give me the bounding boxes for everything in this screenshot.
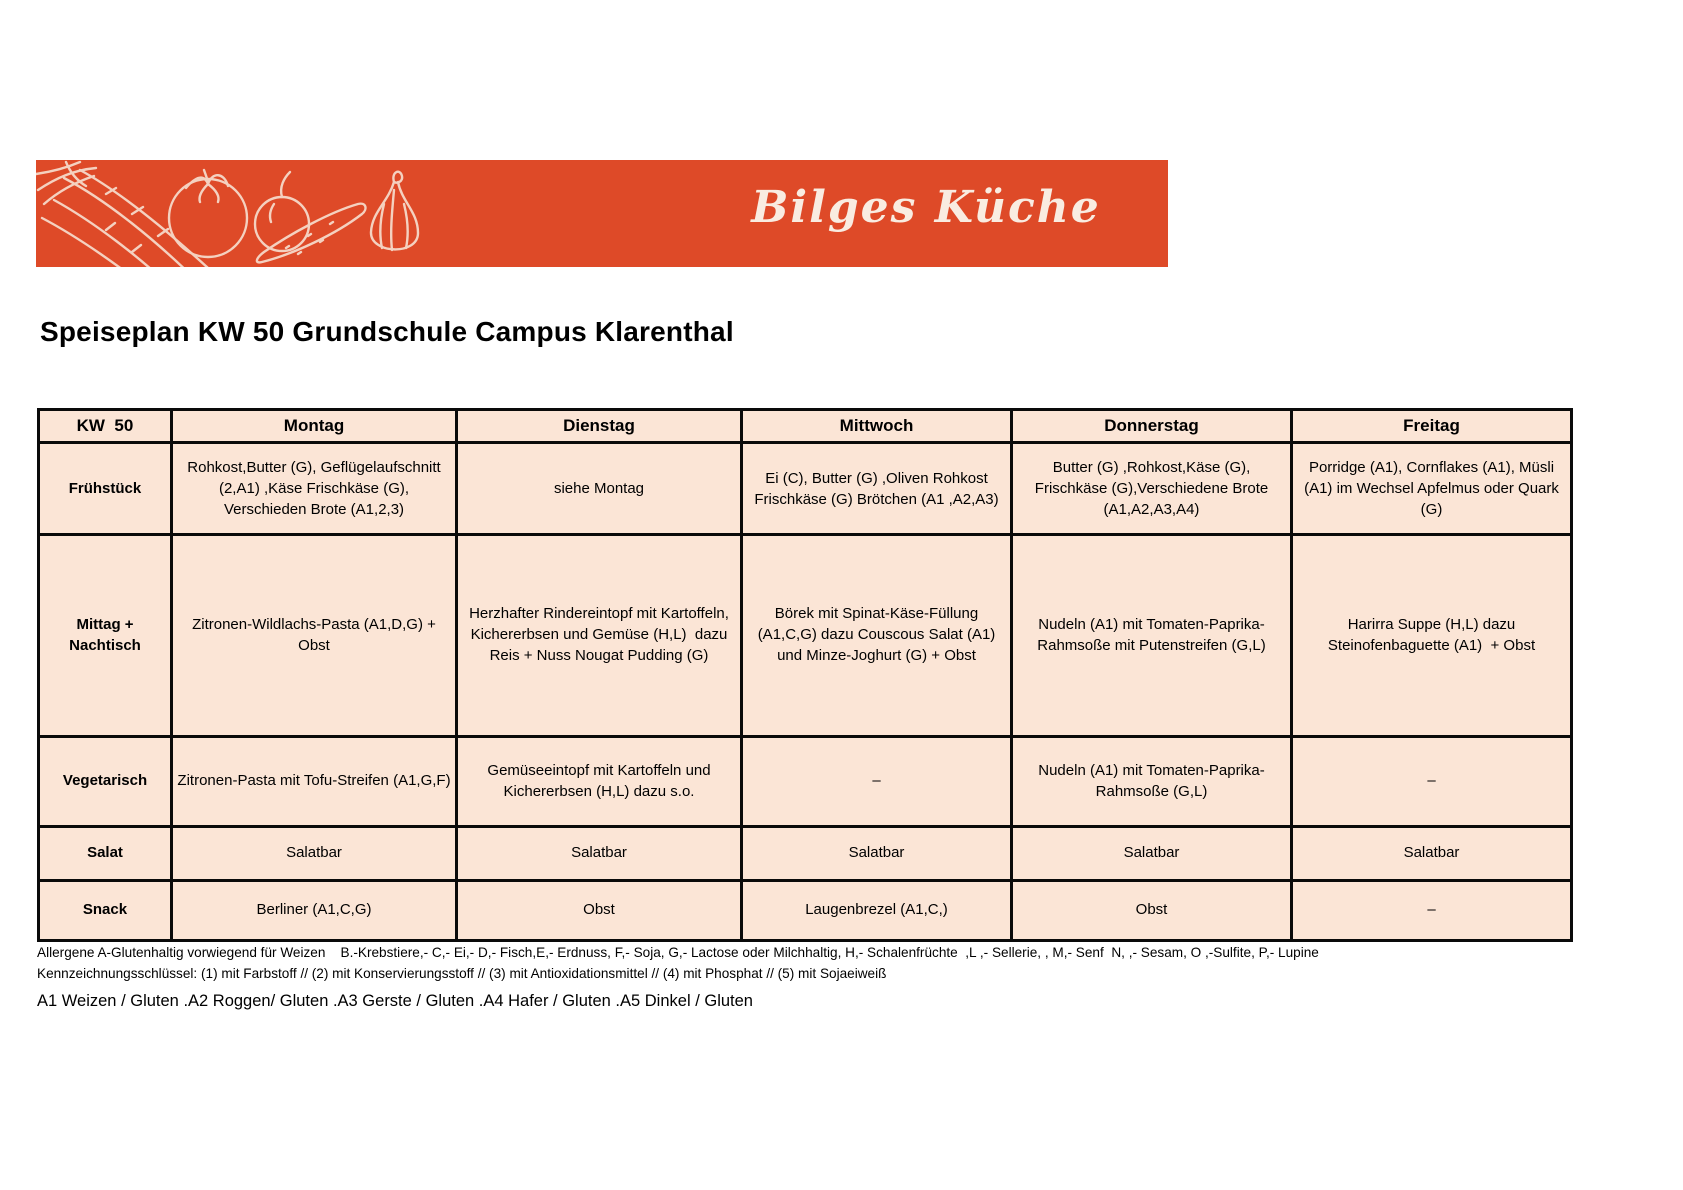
menu-cell: Butter (G) ,Rohkost,Käse (G), Frischkäse (G),Verschiedene Brote (A1,A2,A3,A4) xyxy=(1012,443,1292,535)
menu-cell: Harirra Suppe (H,L) dazu Steinofenbaguette (A1) + Obst xyxy=(1292,535,1572,737)
row-label-vegetarisch: Vegetarisch xyxy=(39,737,172,827)
col-header-freitag: Freitag xyxy=(1292,410,1572,443)
menu-cell: Zitronen-Wildlachs-Pasta (A1,D,G) + Obst xyxy=(172,535,457,737)
menu-cell: Salatbar xyxy=(1292,827,1572,881)
table-row-fruehstueck xyxy=(39,443,1572,535)
footnotes xyxy=(37,942,1637,1011)
menu-cell: Ei (C), Butter (G) ,Oliven Rohkost Frischkäse (G) Brötchen (A1 ,A2,A3) xyxy=(742,443,1012,535)
menu-cell: siehe Montag xyxy=(457,443,742,535)
allergen-legend: Allergene A-Glutenhaltig vorwiegend für Weizen B.-Krebstiere,- C,- Ei,- D,- Fisch,E,- Erdnuss, F,- Soja, G,- Lactose oder Milchhaltig, H,- Schalenfrüchte ,L ,- Sellerie, , M,- Senf N, ,- Sesam, O ,-Sulfite, P,- Lupine xyxy=(37,945,1319,960)
menu-cell: Salatbar xyxy=(1012,827,1292,881)
menu-cell: Laugenbrezel (A1,C,) xyxy=(742,881,1012,941)
gluten-codes: A1 Weizen / Gluten .A2 Roggen/ Gluten .A3 Gerste / Gluten .A4 Hafer / Gluten .A5 Dinkel / Gluten xyxy=(37,992,753,1011)
menu-cell: Nudeln (A1) mit Tomaten-Paprika-Rahmsoße (G,L) xyxy=(1012,737,1292,827)
menu-cell: Salatbar xyxy=(457,827,742,881)
menu-cell: Salatbar xyxy=(172,827,457,881)
col-header-mittwoch: Mittwoch xyxy=(742,410,1012,443)
menu-table xyxy=(37,408,1573,942)
row-label-snack: Snack xyxy=(39,881,172,941)
table-row-snack xyxy=(39,881,1572,941)
brand-banner xyxy=(36,160,1168,267)
menu-cell: Gemüseeintopf mit Kartoffeln und Kichererbsen (H,L) dazu s.o. xyxy=(457,737,742,827)
menu-cell: – xyxy=(1292,737,1572,827)
menu-cell: Berliner (A1,C,G) xyxy=(172,881,457,941)
table-row-salat xyxy=(39,827,1572,881)
col-header-donnerstag: Donnerstag xyxy=(1012,410,1292,443)
menu-cell: Börek mit Spinat-Käse-Füllung (A1,C,G) dazu Couscous Salat (A1) und Minze-Joghurt (G) + Obst xyxy=(742,535,1012,737)
row-label-fruehstueck: Frühstück xyxy=(39,443,172,535)
table-row-vegetarisch xyxy=(39,737,1572,827)
menu-cell: Nudeln (A1) mit Tomaten-Paprika-Rahmsoße mit Putenstreifen (G,L) xyxy=(1012,535,1292,737)
vegetables-sketch-icon xyxy=(36,160,436,267)
menu-cell: Obst xyxy=(457,881,742,941)
header-row xyxy=(39,410,1572,443)
labeling-key: Kennzeichnungsschlüssel: (1) mit Farbstoff // (2) mit Konservierungsstoff // (3) mit Antioxidationsmittel // (4) mit Phosphat // (5) mit Sojaeiweiß xyxy=(37,966,887,982)
menu-cell: Porridge (A1), Cornflakes (A1), Müsli (A1) im Wechsel Apfelmus oder Quark (G) xyxy=(1292,443,1572,535)
table-row-mittag xyxy=(39,535,1572,737)
menu-cell: Obst xyxy=(1012,881,1292,941)
page-title: Speiseplan KW 50 Grundschule Campus Klarenthal xyxy=(40,316,734,347)
corner-label: KW 50 xyxy=(39,410,172,443)
menu-cell: Herzhafter Rindereintopf mit Kartoffeln, Kichererbsen und Gemüse (H,L) dazu Reis + Nuss Nougat Pudding (G) xyxy=(457,535,742,737)
brand-name: Bilges Küche xyxy=(751,182,1101,233)
row-label-salat: Salat xyxy=(39,827,172,881)
menu-cell: – xyxy=(1292,881,1572,941)
col-header-montag: Montag xyxy=(172,410,457,443)
col-header-dienstag: Dienstag xyxy=(457,410,742,443)
menu-cell: – xyxy=(742,737,1012,827)
row-label-mittag: Mittag + Nachtisch xyxy=(39,535,172,737)
menu-cell: Zitronen-Pasta mit Tofu-Streifen (A1,G,F) xyxy=(172,737,457,827)
menu-cell: Salatbar xyxy=(742,827,1012,881)
menu-cell: Rohkost,Butter (G), Geflügelaufschnitt (2,A1) ,Käse Frischkäse (G), Verschieden Brote (A1,2,3) xyxy=(172,443,457,535)
